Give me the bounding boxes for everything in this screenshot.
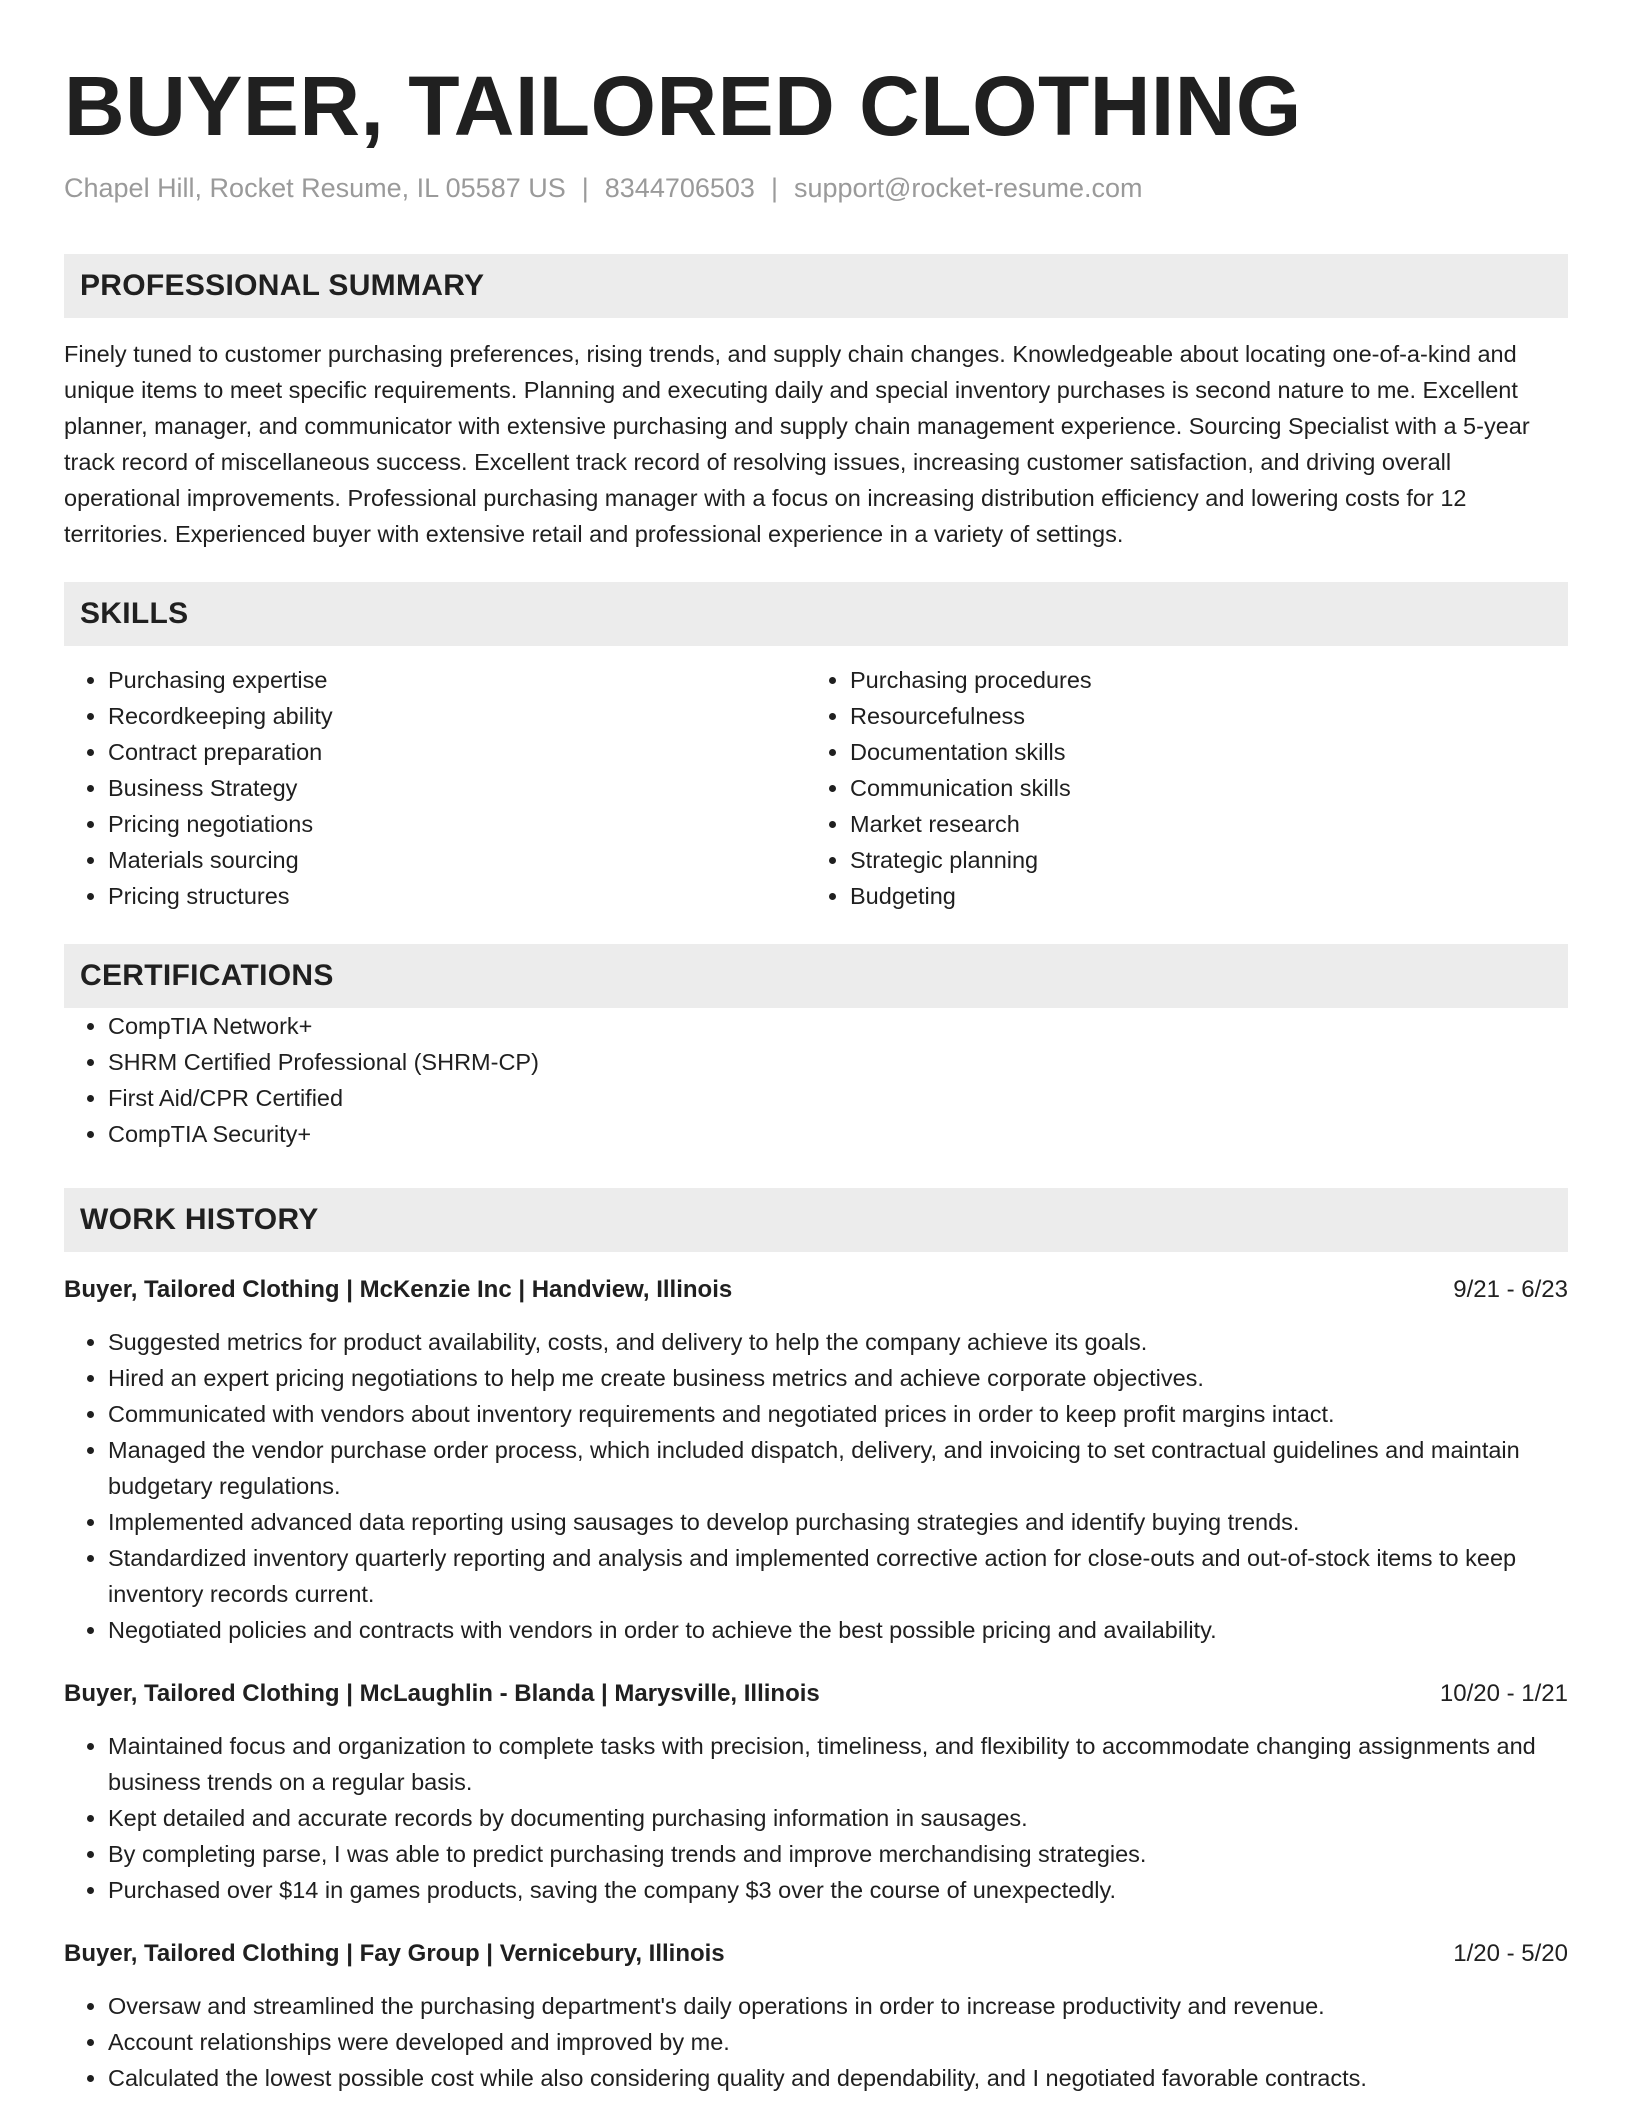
skill-item: • Business Strategy bbox=[108, 770, 806, 806]
section-header bbox=[64, 254, 1568, 318]
summary-heading: PROFESSIONAL SUMMARY bbox=[80, 269, 485, 302]
skill-item: • Strategic planning bbox=[850, 842, 1548, 878]
job-dates: 9/21 - 6/23 bbox=[1453, 1276, 1568, 1303]
job-entry bbox=[64, 1676, 1568, 1908]
certification-item: • SHRM Certified Professional (SHRM-CP) bbox=[108, 1044, 1568, 1080]
certification-item: • CompTIA Security+ bbox=[108, 1116, 1568, 1152]
job-bullet: • By completing parse, I was able to predict purchasing trends and improve merchandising strategies. bbox=[108, 1836, 1568, 1872]
skill-item: • Pricing negotiations bbox=[108, 806, 806, 842]
job-bullet: • Communicated with vendors about inventory requirements and negotiated prices in order to keep profit margins intact. bbox=[108, 1396, 1568, 1432]
skills-section bbox=[64, 582, 1568, 914]
section-header bbox=[64, 944, 1568, 1008]
candidate-name: BUYER, TAILORED CLOTHING bbox=[64, 59, 1302, 153]
skill-item: • Contract preparation bbox=[108, 734, 806, 770]
job-bullet: • Oversaw and streamlined the purchasing department's daily operations in order to increase productivity and revenue. bbox=[108, 1988, 1568, 2024]
job-dates: 10/20 - 1/21 bbox=[1439, 1680, 1568, 1707]
contact-line bbox=[64, 170, 1568, 206]
skill-item: • Documentation skills bbox=[850, 734, 1548, 770]
job-header bbox=[64, 1676, 1568, 1712]
skills-column-left bbox=[64, 662, 806, 914]
job-bullet: • Maintained focus and organization to complete tasks with precision, timeliness, and flexibility to accommodate changing assignments and business trends on a regular basis. bbox=[108, 1728, 1568, 1800]
job-title: Buyer, Tailored Clothing | McLaughlin - Blanda | Marysville, Illinois bbox=[64, 1680, 820, 1707]
skill-item: • Resourcefulness bbox=[850, 698, 1548, 734]
contact-email: support@rocket-resume.com bbox=[793, 173, 1143, 203]
certification-item: • First Aid/CPR Certified bbox=[108, 1080, 1568, 1116]
job-bullet: • Implemented advanced data reporting using sausages to develop purchasing strategies and identify buying trends. bbox=[108, 1504, 1568, 1540]
skill-item: • Market research bbox=[850, 806, 1548, 842]
work-history-heading: WORK HISTORY bbox=[80, 1203, 319, 1236]
job-entry bbox=[64, 1936, 1568, 2096]
job-bullet: • Managed the vendor purchase order process, which included dispatch, delivery, and invoicing to set contractual guidelines and maintain budgetary regulations. bbox=[108, 1432, 1568, 1504]
contact-separator: | bbox=[581, 173, 589, 203]
job-title: Buyer, Tailored Clothing | McKenzie Inc | Handview, Illinois bbox=[64, 1276, 733, 1303]
job-bullet: • Suggested metrics for product availability, costs, and delivery to help the company achieve its goals. bbox=[108, 1324, 1568, 1360]
summary-section bbox=[64, 254, 1568, 552]
job-bullet: • Standardized inventory quarterly reporting and analysis and implemented corrective action for close-outs and out-of-stock items to keep inventory records current. bbox=[108, 1540, 1568, 1612]
contact-separator: | bbox=[770, 173, 778, 203]
job-bullet: • Hired an expert pricing negotiations to help me create business metrics and achieve corporate objectives. bbox=[108, 1360, 1568, 1396]
skills-grid bbox=[64, 662, 1568, 914]
job-bullet: • Kept detailed and accurate records by documenting purchasing information in sausages. bbox=[108, 1800, 1568, 1836]
certifications-heading: CERTIFICATIONS bbox=[80, 959, 334, 992]
work-history-section bbox=[64, 1188, 1568, 2096]
skill-item: • Recordkeeping ability bbox=[108, 698, 806, 734]
section-header bbox=[64, 582, 1568, 646]
section-header bbox=[64, 1188, 1568, 1252]
job-bullet: • Negotiated policies and contracts with vendors in order to achieve the best possible pricing and availability. bbox=[108, 1612, 1568, 1648]
skills-heading: SKILLS bbox=[80, 597, 189, 630]
certifications-list bbox=[64, 1008, 1568, 1152]
job-header bbox=[64, 1272, 1568, 1308]
resume-content bbox=[64, 56, 1568, 2096]
job-header bbox=[64, 1936, 1568, 1972]
skill-item: • Pricing structures bbox=[108, 878, 806, 914]
skill-item: • Purchasing procedures bbox=[850, 662, 1548, 698]
summary-text: Finely tuned to customer purchasing preferences, rising trends, and supply chain changes. Knowledgeable about locating one-of-a-kind and unique items to meet specific requirements. Planning and executing daily and special inventory purchases is second nature to me. Excellent planner, manager, and communicator with extensive purchasing and supply chain management experience. Sourcing Specialist with a 5-year track record of miscellaneous success. Excellent track record of resolving issues, increasing customer satisfaction, and driving overall operational improvements. Professional purchasing manager with a focus on increasing distribution efficiency and lowering costs for 12 territories. Experienced buyer with extensive retail and professional experience in a variety of settings. bbox=[64, 341, 1530, 547]
skills-list-right bbox=[806, 662, 1548, 914]
job-bullet: • Account relationships were developed and improved by me. bbox=[108, 2024, 1568, 2060]
contact-phone: 8344706503 bbox=[604, 173, 755, 203]
job-bullets bbox=[64, 1728, 1568, 1908]
job-bullet: • Calculated the lowest possible cost while also considering quality and dependability, and I negotiated favorable contracts. bbox=[108, 2060, 1568, 2096]
job-title: Buyer, Tailored Clothing | Fay Group | Vernicebury, Illinois bbox=[64, 1940, 725, 1967]
skills-list-left bbox=[64, 662, 806, 914]
certifications-section bbox=[64, 944, 1568, 1152]
skill-item: • Purchasing expertise bbox=[108, 662, 806, 698]
contact-address: Chapel Hill, Rocket Resume, IL 05587 US bbox=[64, 173, 566, 203]
skill-item: • Materials sourcing bbox=[108, 842, 806, 878]
job-bullet: • Purchased over $14 in games products, saving the company $3 over the course of unexpectedly. bbox=[108, 1872, 1568, 1908]
job-entry bbox=[64, 1272, 1568, 1648]
skills-column-right bbox=[806, 662, 1548, 914]
skill-item: • Communication skills bbox=[850, 770, 1548, 806]
certification-item: • CompTIA Network+ bbox=[108, 1008, 1568, 1044]
job-dates: 1/20 - 5/20 bbox=[1453, 1940, 1568, 1967]
job-bullets bbox=[64, 1324, 1568, 1648]
skill-item: • Budgeting bbox=[850, 878, 1548, 914]
job-bullets bbox=[64, 1988, 1568, 2096]
